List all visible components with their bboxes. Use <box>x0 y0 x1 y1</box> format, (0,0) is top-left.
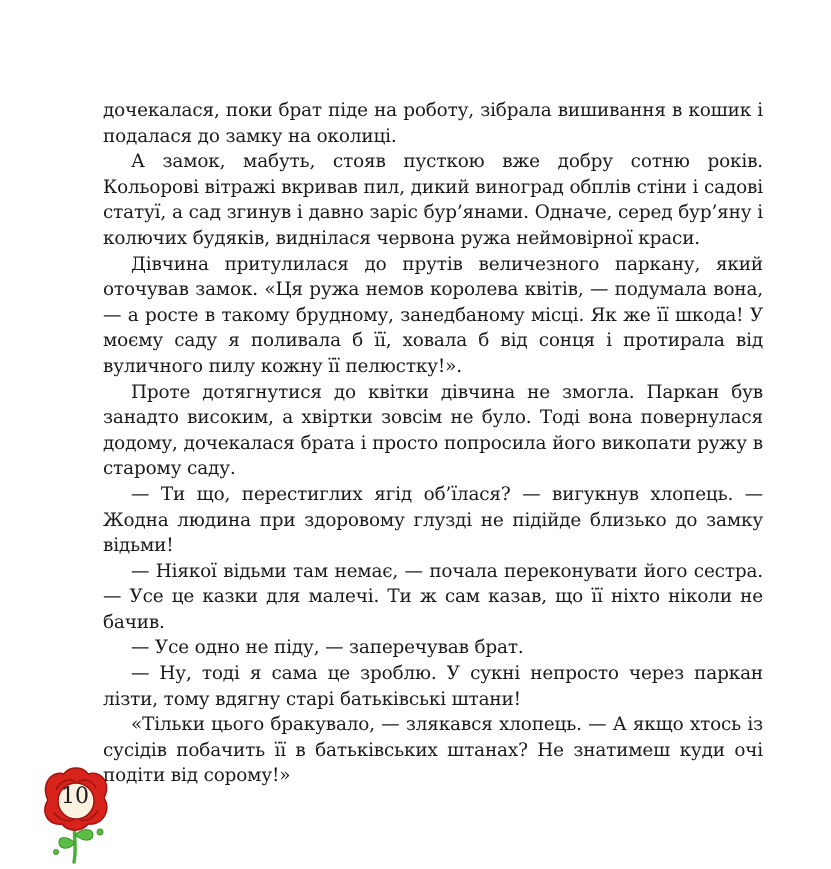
story-text <box>103 98 763 789</box>
paragraph: Дівчина притулилася до прутів величезного паркану, який оточував замок. «Ця ружа немов королева квітів, — подумала вона, — а росте в такому брудному, занедбаному місці. Як же її шкода! У моєму саду я поливала б її, ховала б від сонця і протирала від вуличного пилу кожну її пелюстку!». <box>103 253 763 377</box>
paragraph: А замок, мабуть, стояв пусткою вже добру сотню років. Кольорові вітражі вкривав пил, дикий виноград обплів стіни і садові статуї, а сад згинув і давно заріс бур’янами. Одначе, серед бур’яну і колючих будяків, виднілася червона ружа неймовірної краси. <box>103 151 763 249</box>
paragraph: — Ніякої відьми там немає, — почала переконувати його сестра. — Усе це казки для малечі. Ти ж сам казав, що її ніхто ніколи не бачив. <box>103 560 763 633</box>
paragraph: — Ну, тоді я сама це зроблю. У сукні непросто через паркан лізти, тому вдягну старі батьківські штани! <box>103 663 763 710</box>
page-number: 10 <box>61 784 89 809</box>
paragraph: дочекалася, поки брат піде на роботу, зібрала вишивання в кошик і подалася до замку на околиці. <box>103 100 763 147</box>
paragraph: Проте дотягнутися до квітки дівчина не змогла. Паркан був занадто високим, а хвіртки зовсім не було. Тоді вона повернулася додому, дочекалася брата і просто попросила його викопати ружу в старому саду. <box>103 381 763 480</box>
rose-icon <box>38 764 114 864</box>
page-number-badge <box>38 764 114 864</box>
paragraph: — Ти що, перестиглих ягід об’їлася? — вигукнув хлопець. — Жодна людина при здоровому глузді не підійде близько до замку відьми! <box>103 483 763 557</box>
paragraph: «Тільки цього бракувало, — злякався хлопець. — А якщо хтось із сусідів побачить її в батьківських штанах? Не знатимеш куди очі подіти від сорому!» <box>103 714 763 787</box>
paragraph: — Усе одно не піду, — заперечував брат. <box>131 637 524 659</box>
